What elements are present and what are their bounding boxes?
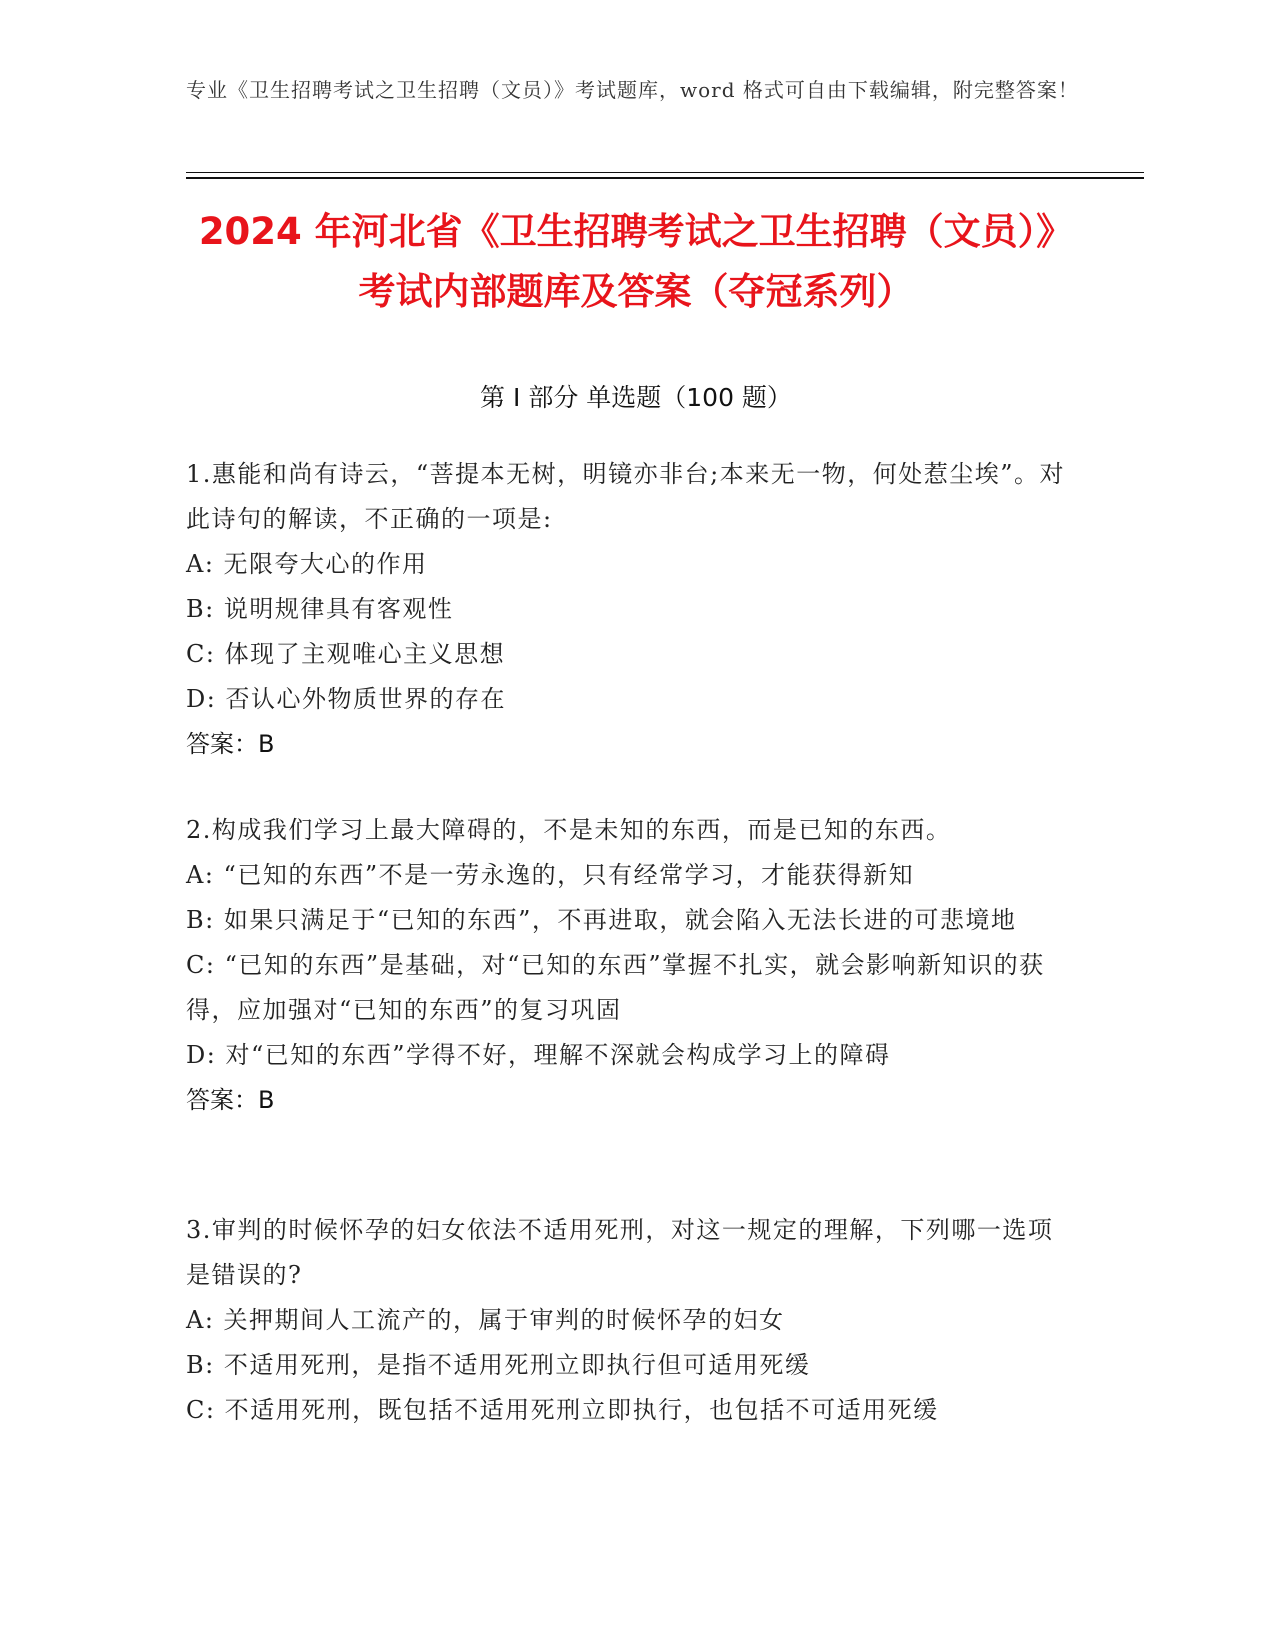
option-d: D: 对“已知的东西”学得不好，理解不深就会构成学习上的障碍 <box>186 1041 891 1069</box>
answer: 答案：B <box>186 730 275 758</box>
section-title: 第 I 部分 单选题（100 题） <box>480 383 792 412</box>
option-b: B: 说明规律具有客观性 <box>186 595 454 623</box>
question-stem: 3.审判的时候怀孕的妇女依法不适用死刑，对这一规定的理解，下列哪一选项是错误的? <box>186 1216 1054 1289</box>
question-1 <box>186 452 1066 767</box>
option-c: C: 不适用死刑，既包括不适用死刑立即执行，也包括不可适用死缓 <box>186 1396 939 1424</box>
question-stem: 1.惠能和尚有诗云，“菩提本无树，明镜亦非台;本来无一物，何处惹尘埃”。对此诗句的解读，不正确的一项是: <box>186 460 1066 533</box>
option-b: B: 不适用死刑，是指不适用死刑立即执行但可适用死缓 <box>186 1351 811 1379</box>
question-stem: 2.构成我们学习上最大障碍的，不是未知的东西，而是已知的东西。 <box>186 816 952 844</box>
option-a: A: “已知的东西”不是一劳永逸的，只有经常学习，才能获得新知 <box>186 861 915 889</box>
option-d: D: 否认心外物质世界的存在 <box>186 685 506 713</box>
question-2 <box>186 808 1066 1123</box>
option-a: A: 关押期间人工流产的，属于审判的时候怀孕的妇女 <box>186 1306 785 1334</box>
option-c: C: 体现了主观唯心主义思想 <box>186 640 506 668</box>
answer: 答案：B <box>186 1086 275 1114</box>
option-c: C: “已知的东西”是基础，对“已知的东西”掌握不扎实，就会影响新知识的获得，应加强对“已知的东西”的复习巩固 <box>186 951 1045 1024</box>
header-rule-thin <box>186 172 1144 173</box>
question-3 <box>186 1208 1066 1433</box>
option-a: A: 无限夸大心的作用 <box>186 550 428 578</box>
option-b: B: 如果只满足于“已知的东西”，不再进取，就会陷入无法长进的可悲境地 <box>186 906 1017 934</box>
header-rule-thick <box>186 177 1144 179</box>
document-title: 2024 年河北省《卫生招聘考试之卫生招聘（文员）》考试内部题库及答案（夺冠系列） <box>198 210 1074 313</box>
header-note: 专业《卫生招聘考试之卫生招聘（文员）》考试题库，word 格式可自由下载编辑，附完整答案！ <box>186 78 1079 102</box>
